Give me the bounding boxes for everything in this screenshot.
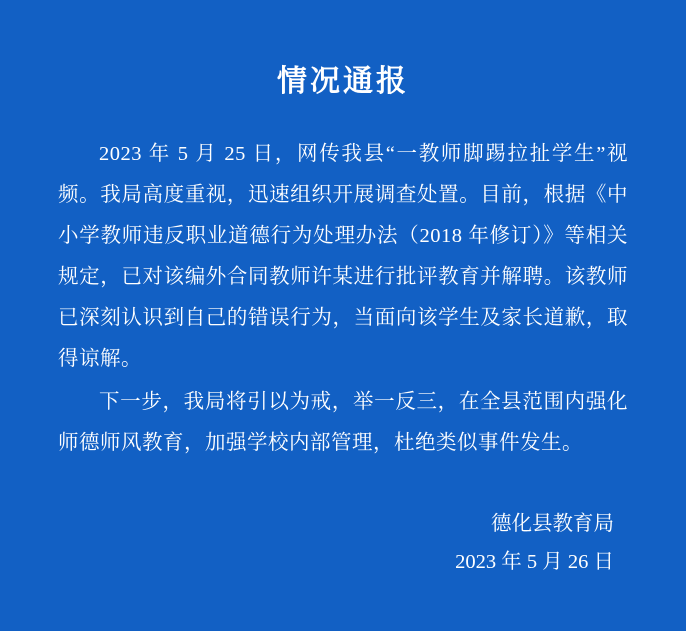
signature-date: 2023 年 5 月 26 日 — [455, 551, 614, 573]
signature-organization: 德化县教育局 — [491, 513, 614, 535]
page-title: 情况通报 — [277, 65, 409, 98]
document-body — [58, 134, 628, 466]
signature-block — [58, 505, 628, 611]
paragraph-2: 下一步，我局将引以为戒，举一反三，在全县范围内强化师德师风教育，加强学校内部管理，杜绝类似事件发生。 — [58, 391, 628, 454]
paragraph-1: 2023 年 5 月 25 日，网传我县“一教师脚踢拉扯学生”视频。我局高度重视，迅速组织开展调查处置。目前，根据《中小学教师违反职业道德行为处理办法（2018 年修订）》等相关规定，已对该编外合同教师许某进行批评教育并解聘。该教师已深刻认识到自己的错误行为，当面向该学生及家长道歉，取得谅解。 — [58, 143, 628, 370]
